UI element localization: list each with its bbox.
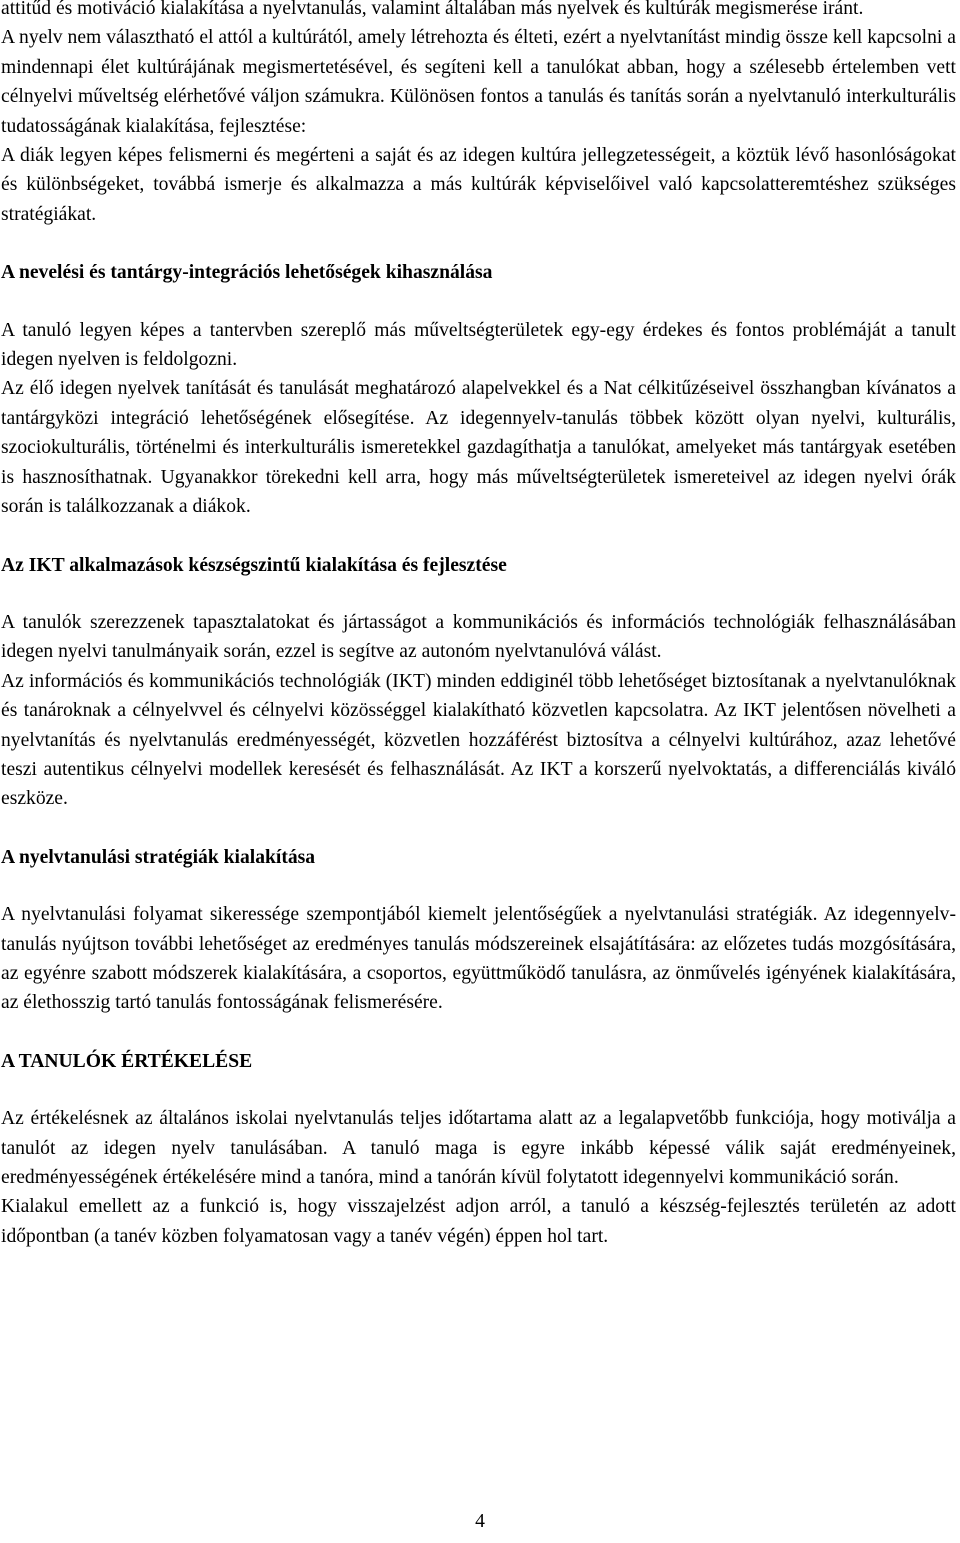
paragraph-strategies-1: A nyelvtanulási folyamat sikeressége szempontjából kiemelt jelentőségűek a nyelvtanulási stratégiák. Az idegennyelv-tanulás nyújtson további lehetőséget az eredményes tanulás módszereinek elsajátítására: az előzetes tudás mozgósítására, az egyénre szabott módszerek kialakítására, a csoportos, együttműködő tanulásra, az önművelés igényének kialakítására, az élethosszig tartó tanulás fontosságának felismerésére. <box>1 904 956 1014</box>
paragraph-intro-2: A nyelv nem választható el attól a kultúrától, amely létrehozta és élteti, ezért a nyelvtanítást mindig össze kell kapcsolni a mindennapi élet kultúrájának megismertetésével, és segíteni kell a tanulókat abban, hogy a szélesebb értelemben vett célnyelvi műveltség elérhetővé váljon számukra. Különösen fontos a tanulás és tanítás során a nyelvtanuló interkulturális tudatosságának kialakítása, fejlesztése: <box>1 27 956 137</box>
paragraph-intro-1: attitűd és motiváció kialakítása a nyelvtanulás, valamint általában más nyelvek és kultúrák megismerése iránt. <box>1 0 864 19</box>
paragraph-assessment-1: Az értékelésnek az általános iskolai nyelvtanulás teljes időtartama alatt az a legalapvetőbb funkciója, hogy motiválja a tanulót az idegen nyelv tanulásában. A tanuló maga is egyre inkább képessé válik saját eredményeinek, eredményességének értékelésére mind a tanóra, mind a tanórán kívül folytatott idegennyelvi kommunikáció során. <box>1 1108 956 1188</box>
heading-ict: Az IKT alkalmazások készségszintű kialakítása és fejlesztése <box>1 554 507 576</box>
paragraph-integration-1: A tanuló legyen képes a tantervben szereplő más műveltségterületek egy-egy érdekes és fontos problémáját a tanult idegen nyelven is feldolgozni. <box>1 319 956 371</box>
paragraph-ict-2: Az információs és kommunikációs technológiák (IKT) minden eddiginél több lehetőséget biztosítanak a nyelvtanulóknak és tanároknak a célnyelvvel és célnyelvi közösséggel kialakítható közvetlen kapcsolatra. Az IKT jelentősen növelheti a nyelvtanítás és nyelvtanulás eredményességét, közvetlen hozzáférést biztosítva a célnyelvi kultúrához, azaz lehetővé teszi autentikus célnyelvi modellek keresését és felhasználását. Az IKT a korszerű nyelvoktatás, a differenciálás kiváló eszköze. <box>1 670 956 810</box>
page-number: 4 <box>475 1511 485 1532</box>
heading-strategies: A nyelvtanulási stratégiák kialakítása <box>1 846 316 868</box>
document-body <box>1 0 956 1251</box>
heading-assessment: A TANULÓK ÉRTÉKELÉSE <box>1 1050 253 1072</box>
paragraph-ict-1: A tanulók szerezzenek tapasztalatokat és jártasságot a kommunikációs és információs technológiák felhasználásában idegen nyelvi tanulmányaik során, ezzel is segítve az autonóm nyelvtanulóvá válást. <box>1 611 956 663</box>
paragraph-assessment-2: Kialakul emellett az a funkció is, hogy visszajelzést adjon arról, a tanuló a készség-fejlesztés területén az adott időpontban (a tanév közben folyamatosan vagy a tanév végén) éppen hol tart. <box>1 1196 956 1247</box>
paragraph-integration-2: Az élő idegen nyelvek tanítását és tanulását meghatározó alapelvekkel és a Nat célkitűzéseivel összhangban kívánatos a tantárgyközi integráció lehetőségének elősegítése. Az idegennyelv-tanulás többek között olyan nyelvi, kulturális, szociokulturális, történelmi és interkulturális ismeretekkel gazdagíthatja a tanulókat, amelyeket más tantárgyak esetében is hasznosíthatnak. Ugyanakkor törekedni kell arra, hogy más műveltségterületek ismereteivel az idegen nyelvi órák során is találkozzanak a diákok. <box>1 378 956 518</box>
heading-integration: A nevelési és tantárgy-integrációs lehetőségek kihasználása <box>1 262 493 284</box>
paragraph-intro-3: A diák legyen képes felismerni és megérteni a saját és az idegen kultúra jellegzetességeit, a köztük lévő hasonlóságokat és különbségeket, továbbá ismerje és alkalmazza a más kultúrák képviselőivel való kapcsolatteremtéshez szükséges stratégiákat. <box>1 145 956 225</box>
